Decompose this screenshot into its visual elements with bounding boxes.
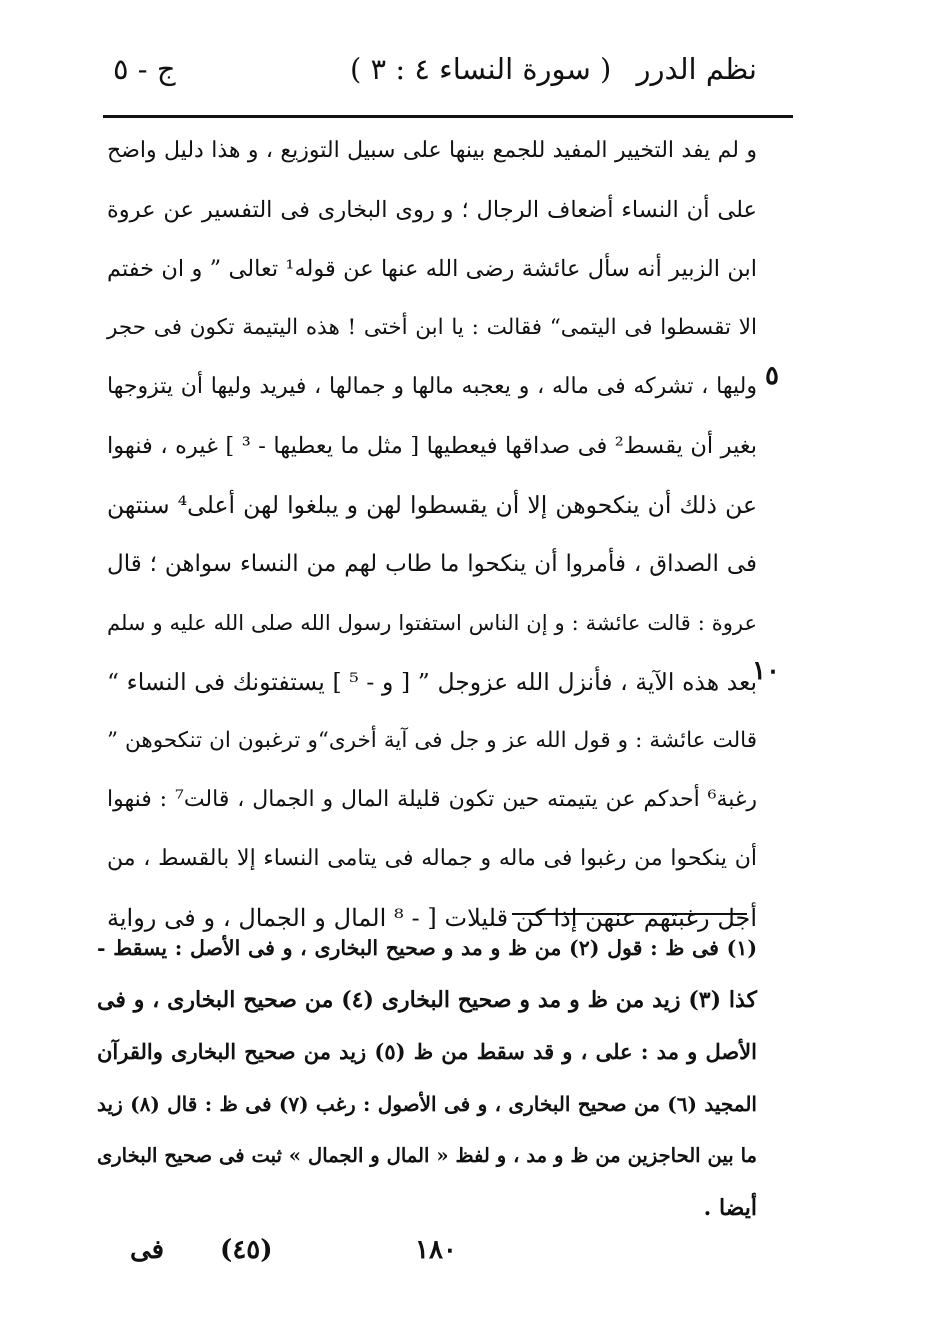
volume-label: ج - ٥ — [113, 52, 176, 86]
text-line: أن ينكحوا من رغبوا فى ماله و جماله فى يتامى النساء إلا بالقسط ، من — [107, 846, 757, 871]
text-line: عروة : قالت عائشة : و إن الناس استفتوا رسول الله صلى الله عليه و سلم — [107, 611, 757, 635]
volume-marker: (٤٥) — [220, 1235, 273, 1265]
text-line: فى الصداق ، فأمروا أن ينكحوا ما طاب لهم من النساء سواهن ؛ قال — [107, 551, 757, 577]
text-line: أجل رغبتهم عنهن إذا كن قليلات [ - ⁸ المال و الجمال ، و فى رواية — [107, 904, 758, 932]
footnote-line: كذا (٣) زيد من ظ و مد و صحيح البخارى (٤) من صحيح البخارى ، و فى — [97, 987, 757, 1013]
line-number-10: ١٠ — [752, 656, 780, 686]
book-title: نظم الدرر — [636, 52, 757, 86]
surah-reference: ( سورة النساء ٤ : ٣ ) — [350, 52, 612, 86]
text-line: وليها ، تشركه فى ماله ، و يعجبه مالها و جمالها ، فيريد وليها أن يتزوجها — [107, 374, 757, 399]
text-line: بغير أن يقسط² فى صداقها فيعطيها [ مثل ما يعطيها - ³ ] غيره ، فنهوا — [107, 433, 757, 459]
header-rule — [103, 115, 793, 118]
footnote-line: ما بين الحاجزين من ظ و مد ، و لفظ « المال و الجمال » ثبت فى صحيح البخارى — [97, 1144, 757, 1167]
text-line: و لم يفد التخيير المفيد للجمع بينها على سبيل التوزيع ، و هذا دليل واضح — [107, 138, 757, 163]
main-text — [107, 125, 757, 951]
text-line: الا تقسطوا فى اليتمى“ فقالت : يا ابن أختى ! هذه اليتيمة تكون فى حجر — [107, 315, 757, 340]
footnote-rule — [512, 913, 747, 915]
footnote-line: أيضا . — [703, 1195, 757, 1221]
text-line: ابن الزبير أنه سأل عائشة رضى الله عنها عن قوله¹ تعالى ” و ان خفتم — [107, 256, 757, 282]
line-number-5: ٥ — [765, 361, 779, 391]
text-line: بعد هذه الآية ، فأنزل الله عزوجل ” [ و - ⁵ ] يستفتونك فى النساء “ — [107, 668, 757, 696]
catchword: فى — [130, 1235, 165, 1265]
text-line: قالت عائشة : و قول الله عز و جل فى آية أخرى“و ترغبون ان تنكحوهن ” — [107, 728, 757, 753]
text-line: رغبة⁶ أحدكم عن يتيمته حين تكون قليلة المال و الجمال ، قالت⁷ : فنهوا — [107, 787, 758, 812]
page-number: ١٨٠ — [415, 1235, 457, 1265]
footnote-line: (١) فى ظ : قول (٢) من ظ و مد و صحيح البخارى ، و فى الأصل : يسقط - — [97, 936, 758, 960]
footnote-line: المجيد (٦) من صحيح البخارى ، و فى الأصول : رغب (٧) فى ظ : قال (٨) زيد — [97, 1092, 757, 1116]
footnotes — [97, 925, 757, 1237]
text-line: على أن النساء أضعاف الرجال ؛ و روى البخارى فى التفسير عن عروة — [107, 197, 757, 223]
text-line: عن ذلك أن ينكحوهن إلا أن يقسطوا لهن و يبلغوا لهن أعلى⁴ سنتهن — [107, 491, 757, 519]
footnote-line: الأصل و مد : على ، و قد سقط من ظ (٥) زيد من صحيح البخارى والقرآن — [97, 1039, 757, 1064]
